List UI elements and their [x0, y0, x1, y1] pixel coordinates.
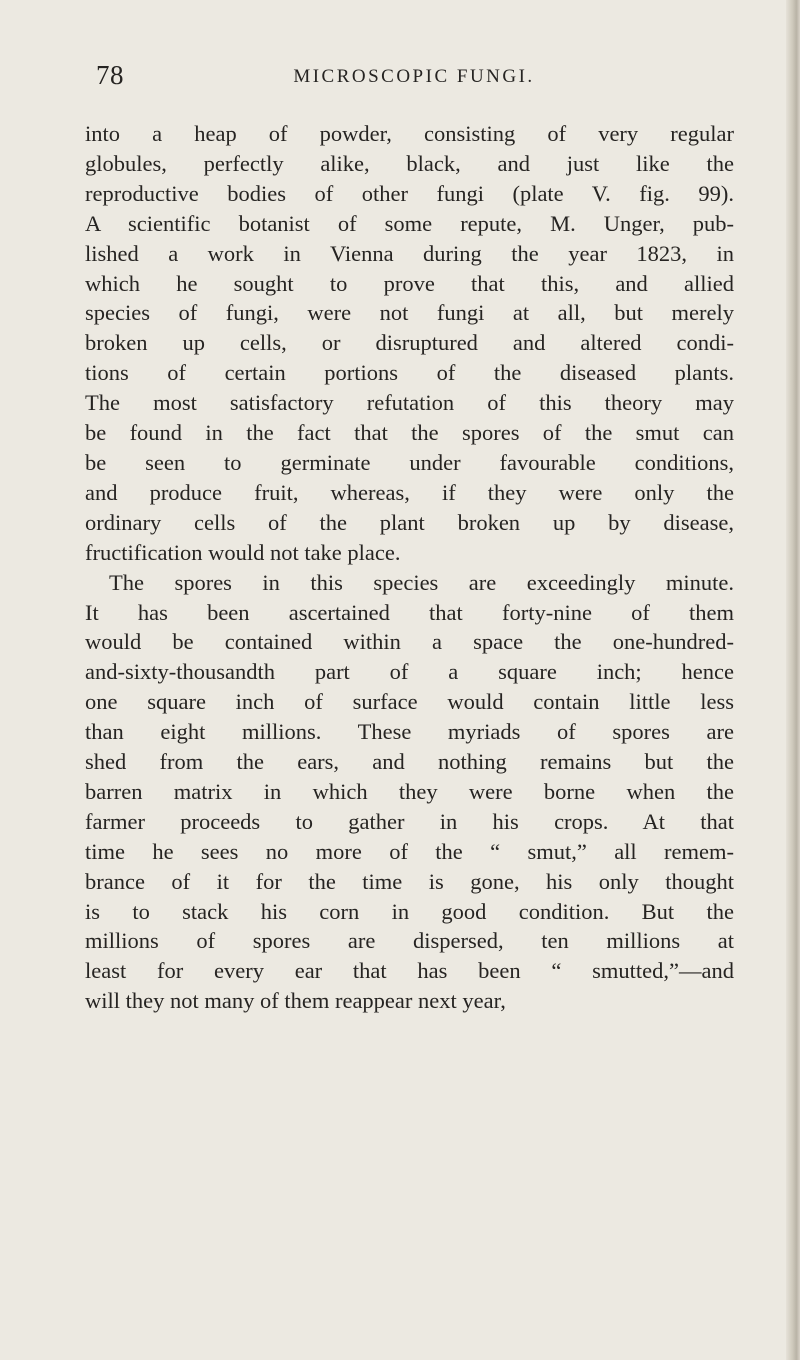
text-line: fructification would not take place.	[85, 539, 401, 565]
text-line: be seen to germinate under favourable conditions,	[85, 449, 734, 475]
text-line: into a heap of powder, consisting of very regular	[85, 121, 734, 146]
text-line: will they not many of them reappear next year,	[85, 988, 506, 1014]
paragraph-2	[85, 568, 734, 1017]
text-line: farmer proceeds to gather in his crops. At that	[85, 808, 734, 834]
text-line: least for every ear that has been “ smutted,”—and	[85, 958, 734, 984]
text-line: broken up cells, or disruptured and altered condi-	[85, 330, 734, 356]
text-line: tions of certain portions of the diseased plants.	[85, 360, 734, 386]
text-line: barren matrix in which they were borne when the	[85, 778, 734, 804]
text-line: reproductive bodies of other fungi (plate V. fig. 99).	[85, 180, 734, 206]
page-edge-shadow	[786, 0, 800, 1360]
body-text	[85, 119, 734, 1016]
text-line: and produce fruit, whereas, if they were only the	[85, 479, 734, 505]
text-line: The most satisfactory refutation of this theory may	[85, 390, 734, 416]
text-line: than eight millions. These myriads of spores are	[85, 719, 734, 745]
text-line: one square inch of surface would contain little less	[85, 689, 734, 715]
text-line: It has been ascertained that forty-nine of them	[85, 599, 734, 625]
text-line: lished a work in Vienna during the year 1823, in	[85, 240, 734, 266]
text-line: which he sought to prove that this, and allied	[85, 270, 734, 296]
text-line: is to stack his corn in good condition. But the	[85, 898, 734, 924]
text-line: globules, perfectly alike, black, and just like the	[85, 150, 734, 176]
text-line: shed from the ears, and nothing remains but the	[85, 749, 734, 775]
text-line: ordinary cells of the plant broken up by disease,	[85, 509, 734, 535]
running-head	[96, 54, 732, 94]
paragraph-1	[85, 119, 734, 568]
text-line: be found in the fact that the spores of the smut can	[85, 420, 734, 446]
text-line: millions of spores are dispersed, ten millions at	[85, 928, 734, 954]
text-line: brance of it for the time is gone, his only thought	[85, 868, 734, 894]
running-title: MICROSCOPIC FUNGI.	[293, 66, 535, 87]
text-line: time he sees no more of the “ smut,” all remem-	[85, 838, 734, 864]
text-line: A scientific botanist of some repute, M. Unger, pub-	[85, 210, 734, 236]
page-number: 78	[96, 60, 124, 90]
text-line: would be contained within a space the one-hundred-	[85, 629, 734, 655]
text-line: The spores in this species are exceedingly minute.	[109, 569, 734, 595]
text-line: species of fungi, were not fungi at all, but merely	[85, 300, 734, 326]
text-line: and-sixty-thousandth part of a square inch; hence	[85, 659, 734, 685]
